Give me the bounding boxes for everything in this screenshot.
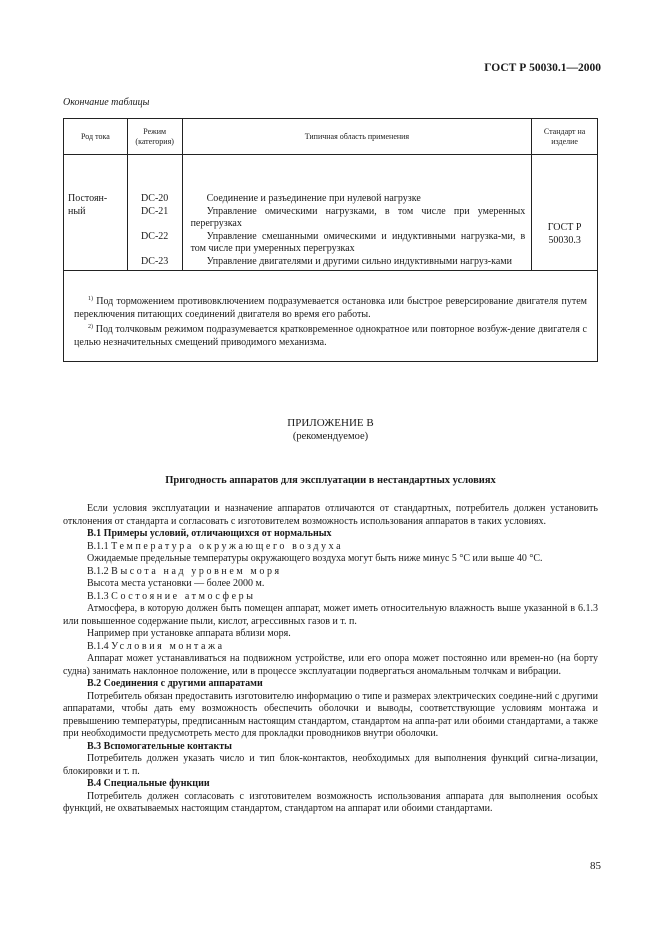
current-kind-cell: Постоян- ный — [64, 155, 128, 270]
application-text: Соединение и разъединение при нулевой нагрузке — [206, 193, 421, 204]
paragraph: Например при установке аппарата вблизи моря. — [87, 628, 291, 639]
mode-cell — [128, 155, 183, 270]
mode-code: DC-22 — [141, 230, 169, 242]
application-text: Управление двигателями и другими сильно индуктивными нагруз-ками — [206, 255, 512, 267]
table-caption: Окончание таблицы — [63, 97, 150, 108]
section-b11-heading — [63, 541, 598, 554]
paragraph: Потребитель должен указать число и тип блок-контактов, необходимых для выполнения функций сигна-лизации, блокировки и т. п. — [63, 753, 598, 777]
paragraph: Высота места установки — более 2000 м. — [87, 578, 265, 589]
page-number: 85 — [590, 860, 601, 872]
application-cell — [183, 155, 533, 270]
clause-title: Температура окружающего воздуха — [111, 540, 344, 552]
mode-spacer — [128, 243, 182, 256]
appendix-title: ПРИЛОЖЕНИЕ В — [287, 417, 374, 429]
table-row — [64, 155, 597, 271]
mode-code: DC-20 — [141, 193, 169, 204]
clause-number: В.1.1 — [87, 540, 109, 552]
header-mode: Режим (категория) — [128, 119, 183, 154]
section-b14-heading — [63, 641, 598, 654]
clause-title: Высота над уровнем моря — [111, 565, 282, 577]
paragraph: Атмосфера, в которую должен быть помещен аппарат, может иметь относительную влажность выше указанной в 6.1.3 или повышенное содержание пыли, кислот, агрессивных газов и т. п. — [63, 603, 598, 627]
intro-paragraph: Если условия эксплуатации и назначение аппаратов отличаются от стандартных, потребитель должен установить отклонения от стандарта и согласовать с изготовителем возможность использования аппаратов в таких условиях. — [63, 503, 598, 527]
mode-spacer — [128, 218, 182, 231]
clause-number: В.1.4 — [87, 640, 109, 652]
header-current-kind: Род тока — [64, 119, 128, 154]
clause-title: Состояние атмосферы — [111, 590, 256, 602]
section-b12-heading — [63, 566, 598, 579]
clause-number: В.1.3 — [87, 590, 109, 602]
section-b13-heading — [63, 591, 598, 604]
paragraph: Ожидаемые предельные температуры окружающего воздуха могут быть ниже минус 5 °С или выше 40 °С. — [87, 553, 543, 564]
table-footnotes — [64, 271, 597, 361]
appendix-subtitle: (рекомендуемое) — [292, 431, 369, 442]
section-b4-title: В.4 Специальные функции — [87, 778, 210, 789]
document-code: ГОСТ Р 50030.1—2000 — [484, 62, 601, 74]
table-header-row — [64, 119, 597, 155]
section-b2-title: В.2 Соединения с другими аппаратами — [87, 678, 263, 689]
paragraph: Потребитель должен согласовать с изготовителем возможность использования аппарата для выполнения особых функций, не охватываемых настоящим стандартом, стандартом на аппарат или обоими стандартами. — [63, 790, 598, 814]
section-b3-title: В.3 Вспомогательные контакты — [87, 740, 232, 752]
application-text: Управление омическими нагрузками, в том числе при умеренных перегрузках — [190, 205, 526, 229]
footnote — [74, 293, 587, 321]
usage-categories-table — [63, 118, 598, 362]
footnote-text: Под торможением противовключением подразумевается остановка или быстрое реверсирование двигателя путем переключения питающих соединений двигателя во время его работы. — [74, 296, 588, 320]
footnote-mark: 2) — [88, 324, 93, 330]
mode-code: DC-21 — [141, 205, 169, 217]
standard-cell: ГОСТ Р 50030.3 — [547, 222, 582, 246]
clause-number: В.1.2 — [87, 565, 109, 577]
section-b1-title: В.1 Примеры условий, отличающихся от нормальных — [87, 528, 332, 539]
appendix-heading: Пригодность аппаратов для эксплуатации в нестандартных условиях — [165, 475, 496, 486]
footnote-text: Под толчковым режимом подразумевается кратковременное однократное или повторное возбуж-дение двигателя с целью незначительных смещений приводимого механизма. — [74, 324, 587, 348]
paragraph: Аппарат может устанавливаться на подвижном устройстве, или его опора может постоянно или времен-но (на борту судна) занимать наклонное положение, или в процессе эксплуатации подвергаться аномальным толчкам и вибрации. — [63, 653, 598, 677]
application-text: Управление смешанными омическими и индуктивными нагрузка-ми, в том числе при умеренных перегрузках — [190, 230, 526, 254]
footnote-mark: 1) — [88, 296, 93, 302]
header-application-area: Типичная область применения — [183, 119, 533, 154]
clause-title: Условия монтажа — [111, 640, 225, 652]
header-product-standard: Стандарт на изделие — [543, 126, 586, 146]
paragraph: Потребитель обязан предоставить изготовителю информацию о типе и размерах электрических соедине-ний с другими аппаратами, чтобы дать ему возможность обеспечить оболочки и выводы, соответствующие условиям монтажа и превышению температуры, предписанным настоящим стандартом, стандартом на аппа-рат или обоими стандартами, а также при необходимости предусмотреть место для прокладки проводников внутри оболочки. — [63, 690, 598, 739]
appendix-body — [63, 503, 598, 816]
footnote — [74, 321, 587, 349]
mode-code: DC-23 — [141, 255, 169, 267]
